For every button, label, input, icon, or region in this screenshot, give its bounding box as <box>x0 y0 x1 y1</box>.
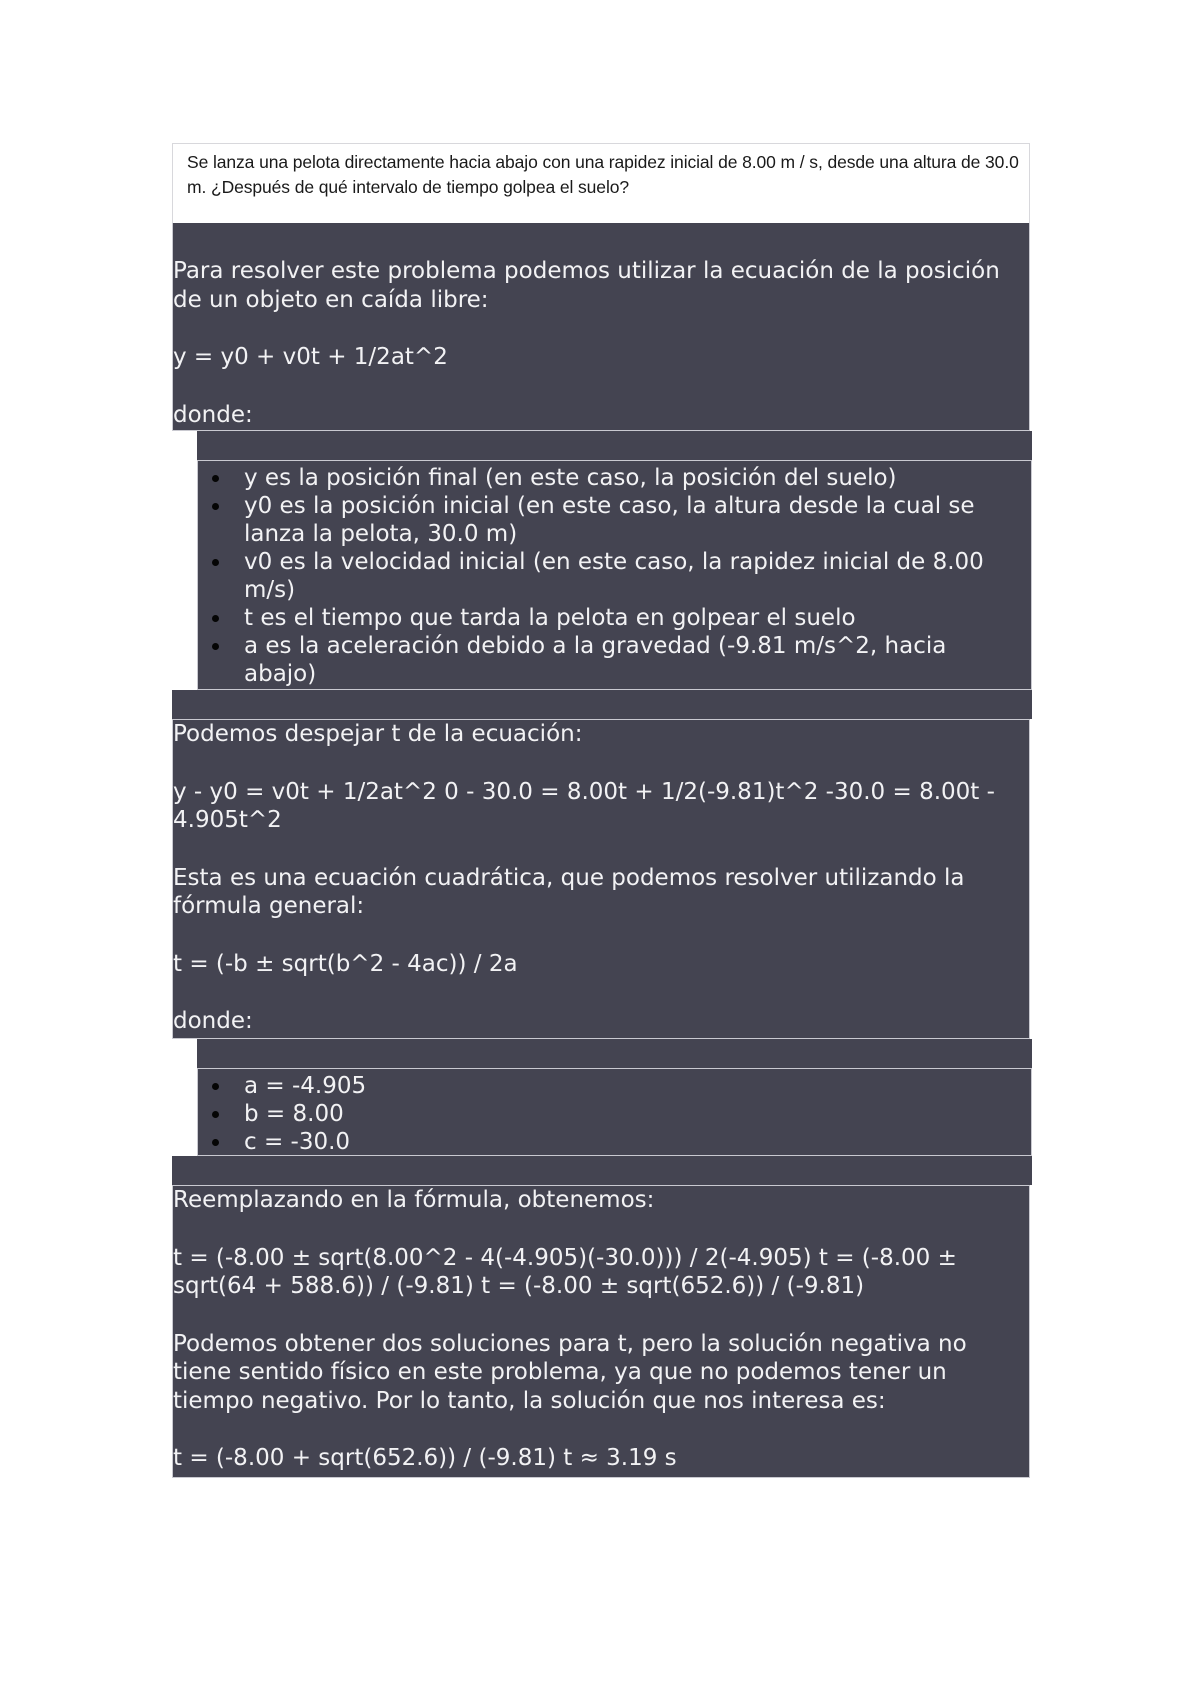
substitution-steps: t = (-8.00 ± sqrt(8.00^2 - 4(-4.905)(-30.0))) / 2(-4.905) t = (-8.00 ± sqrt(64 + 588.6)) / (-9.81) t = (-8.00 ± sqrt(652.6)) / (-9.81) <box>173 1244 957 1299</box>
list-item-text: t es el tiempo que tarda la pelota en golpear el suelo <box>244 605 856 631</box>
list-item <box>198 492 1031 548</box>
coefficients-list <box>197 1068 1032 1156</box>
separator-bar <box>172 690 1032 719</box>
bullet-icon <box>212 503 219 510</box>
list-item-text: v0 es la velocidad inicial (en este caso, la rapidez inicial de 8.00 m/s) <box>244 549 984 603</box>
explanation-block-1 <box>172 223 1030 431</box>
list-item <box>198 1128 1031 1156</box>
problem-statement: Se lanza una pelota directamente hacia abajo con una rapidez inicial de 8.00 m / s, desde una altura de 30.0 m. ¿Después de qué intervalo de tiempo golpea el suelo? <box>172 143 1030 223</box>
rearranged-equations: y - y0 = v0t + 1/2at^2 0 - 30.0 = 8.00t + 1/2(-9.81)t^2 -30.0 = 8.00t - 4.905t^2 <box>173 778 995 833</box>
bullet-icon <box>212 559 219 566</box>
donde-label: donde: <box>173 1008 253 1034</box>
separator-bar <box>197 431 1032 460</box>
bullet-icon <box>212 615 219 622</box>
explanation-text: Podemos obtener dos soluciones para t, pero la solución negativa no tiene sentido físico en este problema, ya que no podemos tener un tiempo negativo. Por lo tanto, la solución que nos interesa es: <box>173 1330 967 1414</box>
list-item <box>198 1100 1031 1128</box>
list-item <box>198 632 1031 688</box>
intro-text: Para resolver este problema podemos utilizar la ecuación de la posición de un objeto en caída libre: <box>173 258 1000 313</box>
list-item <box>198 604 1031 632</box>
list-item-text: b = 8.00 <box>244 1101 344 1127</box>
list-item-text: a es la aceleración debido a la gravedad (-9.81 m/s^2, hacia abajo) <box>244 633 947 687</box>
list-item-text: y es la posición final (en este caso, la posición del suelo) <box>244 465 897 491</box>
position-equation: y = y0 + v0t + 1/2at^2 <box>173 344 448 370</box>
separator-bar <box>197 1039 1032 1068</box>
list-item <box>198 1072 1031 1100</box>
list-item <box>198 464 1031 492</box>
list-item <box>198 548 1031 604</box>
bullet-icon <box>212 475 219 482</box>
bullet-icon <box>212 1139 219 1146</box>
explanation-block-2 <box>172 719 1030 1039</box>
bullet-icon <box>212 643 219 650</box>
separator-bar <box>172 1156 1032 1185</box>
bullet-icon <box>212 1083 219 1090</box>
final-answer: t = (-8.00 + sqrt(652.6)) / (-9.81) t ≈ 3.19 s <box>173 1445 677 1471</box>
list-item-text: a = -4.905 <box>244 1073 367 1099</box>
list-item-text: y0 es la posición inicial (en este caso, la altura desde la cual se lanza la pelota, 30.0 m) <box>244 493 975 547</box>
intro-text: Podemos despejar t de la ecuación: <box>173 721 583 747</box>
list-item-text: c = -30.0 <box>244 1129 351 1155</box>
variables-list <box>197 460 1032 690</box>
explanation-block-3 <box>172 1185 1030 1478</box>
quadratic-text: Esta es una ecuación cuadrática, que podemos resolver utilizando la fórmula general: <box>173 864 965 919</box>
quadratic-formula: t = (-b ± sqrt(b^2 - 4ac)) / 2a <box>173 950 518 977</box>
donde-label: donde: <box>173 401 253 428</box>
intro-text: Reemplazando en la fórmula, obtenemos: <box>173 1187 655 1213</box>
bullet-icon <box>212 1111 219 1118</box>
